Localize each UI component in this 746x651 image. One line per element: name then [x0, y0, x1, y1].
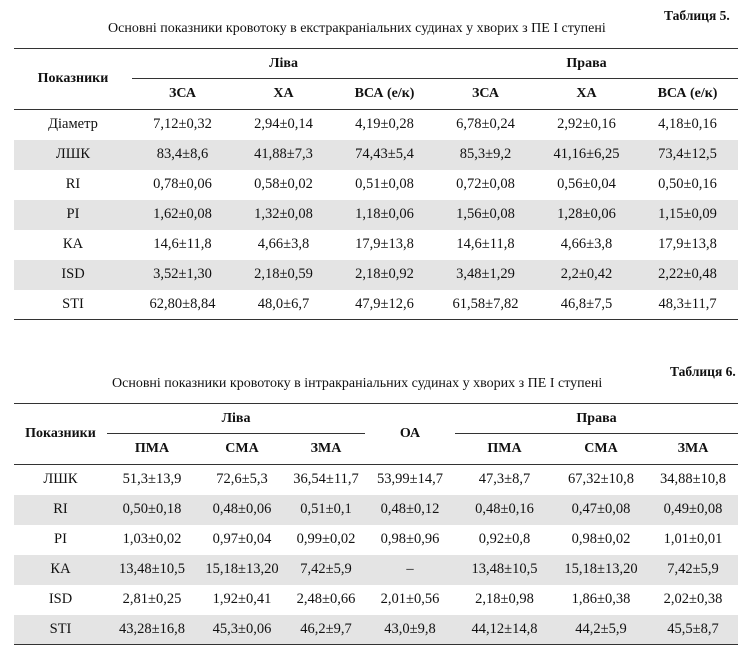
table-row [14, 615, 738, 645]
table-row [14, 110, 738, 140]
table-row [14, 170, 738, 200]
table-cell: 0,50±0,18 [107, 495, 197, 525]
row-label: RI [14, 495, 107, 525]
table-cell: 53,99±14,7 [365, 465, 455, 495]
table5-col-header: ВСА (е/к) [334, 79, 435, 110]
table-cell: 7,42±5,9 [287, 555, 365, 585]
table5-group-right: Права [435, 49, 738, 79]
table-cell: 0,97±0,04 [212, 531, 272, 547]
row-label: КА [14, 555, 107, 585]
table-cell: 0,98±0,02 [571, 531, 631, 547]
table-cell: 0,56±0,04 [557, 176, 616, 192]
row-label: Діаметр [14, 110, 132, 140]
table-row [14, 140, 738, 170]
table-cell: 1,62±0,08 [132, 200, 233, 230]
table-cell: 0,48±0,06 [197, 495, 287, 525]
table-cell: 15,18±13,20 [197, 555, 287, 585]
table-cell: 2,18±0,59 [233, 260, 334, 290]
table-cell: 45,5±8,7 [648, 615, 738, 645]
table-cell: 3,52±1,30 [132, 260, 233, 290]
table-cell: 1,92±0,41 [212, 591, 272, 607]
table-cell: 47,3±8,7 [455, 465, 554, 495]
table-cell: 1,32±0,08 [233, 200, 334, 230]
table-cell: 1,28±0,06 [536, 200, 637, 230]
table-cell: 0,58±0,02 [254, 176, 313, 192]
table-cell: 0,78±0,06 [153, 176, 212, 192]
table-cell: 41,88±7,3 [233, 140, 334, 170]
table-cell: 83,4±8,6 [132, 140, 233, 170]
table-row [14, 290, 738, 320]
table-cell: 0,72±0,08 [456, 176, 515, 192]
table-cell: 85,3±9,2 [435, 140, 536, 170]
table-row [14, 585, 738, 615]
table-cell: 44,12±14,8 [455, 615, 554, 645]
table-cell: 43,0±9,8 [365, 615, 455, 645]
table-row [14, 495, 738, 525]
row-label: ЛШК [14, 140, 132, 170]
table-cell: 74,43±5,4 [334, 140, 435, 170]
table-cell: 51,3±13,9 [107, 465, 197, 495]
table-cell: 0,99±0,02 [296, 531, 356, 547]
table-cell: 45,3±0,06 [197, 615, 287, 645]
row-label: ISD [14, 260, 132, 290]
table-cell: 17,9±13,8 [355, 236, 414, 252]
table-cell: 1,56±0,08 [435, 200, 536, 230]
table-cell: 36,54±11,7 [287, 465, 365, 495]
table-cell: 13,48±10,5 [455, 555, 554, 585]
table-cell: 2,18±0,92 [334, 260, 435, 290]
table5-col-header: ХА [233, 79, 334, 110]
table-cell: 48,3±11,7 [637, 290, 738, 320]
table-cell: 4,19±0,28 [334, 110, 435, 140]
row-label: ЛШК [14, 465, 107, 495]
row-label: STI [14, 615, 107, 645]
table-cell: 0,48±0,16 [455, 495, 554, 525]
row-label: ISD [48, 591, 73, 607]
table-row [14, 230, 738, 260]
table-cell: 1,18±0,06 [334, 200, 435, 230]
table-cell: 46,2±9,7 [287, 615, 365, 645]
table6-col-header: ПМА [107, 434, 197, 465]
table-cell: 62,80±8,84 [132, 290, 233, 320]
table5 [14, 48, 738, 320]
table-cell: 1,01±0,01 [663, 531, 723, 547]
table-cell: 4,66±3,8 [560, 236, 613, 252]
table-cell: 72,6±5,3 [197, 465, 287, 495]
table-cell: 46,8±7,5 [536, 290, 637, 320]
table-cell: 17,9±13,8 [658, 236, 717, 252]
table-row [14, 555, 738, 585]
table-cell: 2,94±0,14 [233, 110, 334, 140]
table-cell: 67,32±10,8 [554, 465, 648, 495]
table-cell: 14,6±11,8 [153, 236, 212, 252]
table6-label: Таблиця 6. [670, 364, 736, 379]
row-label: PI [54, 531, 67, 547]
table-cell: 3,48±1,29 [435, 260, 536, 290]
table-row [14, 260, 738, 290]
table-cell: 13,48±10,5 [107, 555, 197, 585]
row-label: КА [62, 236, 84, 252]
table5-row-header: Показники [14, 49, 132, 110]
table-cell: 6,78±0,24 [435, 110, 536, 140]
table-cell: 2,2±0,42 [536, 260, 637, 290]
table6-row-header: Показники [14, 404, 107, 465]
table-cell: 61,58±7,82 [435, 290, 536, 320]
table5-col-header: ЗСА [435, 79, 536, 110]
table5-label: Таблиця 5. [664, 8, 730, 23]
table-cell: 2,02±0,38 [663, 591, 723, 607]
row-label: PI [14, 200, 132, 230]
table-row [14, 465, 738, 495]
table-cell: 0,92±0,8 [478, 531, 531, 547]
table6-col-header: ЗМА [648, 434, 738, 465]
table6-group-oa: ОА [365, 404, 455, 465]
table-cell: 2,92±0,16 [536, 110, 637, 140]
table-cell: 4,66±3,8 [257, 236, 310, 252]
table-cell: 0,48±0,12 [365, 495, 455, 525]
table-cell: 2,81±0,25 [122, 591, 182, 607]
table6-group-right: Права [455, 404, 738, 434]
table-cell: 7,12±0,32 [132, 110, 233, 140]
table-cell: 41,16±6,25 [536, 140, 637, 170]
table-cell: 48,0±6,7 [233, 290, 334, 320]
table5-caption: Основні показники кровотоку в екстракраніальних судинах у хворих з ПЕ І ступені [108, 21, 606, 36]
table-cell: 2,48±0,66 [296, 591, 356, 607]
table-cell: 47,9±12,6 [334, 290, 435, 320]
table-cell: 0,50±0,16 [658, 176, 717, 192]
table6-col-header: СМА [197, 434, 287, 465]
row-label: STI [14, 290, 132, 320]
table5-col-header: ЗСА [132, 79, 233, 110]
table-cell: 2,01±0,56 [380, 591, 440, 607]
table-cell: – [365, 555, 455, 585]
table-cell: 1,15±0,09 [637, 200, 738, 230]
table-cell: 0,51±0,08 [355, 176, 414, 192]
table-cell: 0,51±0,1 [287, 495, 365, 525]
table-cell: 4,18±0,16 [637, 110, 738, 140]
table5-col-header: ХА [536, 79, 637, 110]
table6-col-header: СМА [554, 434, 648, 465]
table6-caption: Основні показники кровотоку в інтракраніальних судинах у хворих з ПЕ І ступені [112, 376, 603, 391]
table-cell: 0,98±0,96 [380, 531, 440, 547]
table-cell: 2,22±0,48 [637, 260, 738, 290]
table5-col-header: ВСА (е/к) [637, 79, 738, 110]
table-cell: 44,2±5,9 [554, 615, 648, 645]
table-row [14, 525, 738, 555]
table-cell: 0,47±0,08 [554, 495, 648, 525]
table-cell: 1,03±0,02 [122, 531, 182, 547]
table-cell: 0,49±0,08 [648, 495, 738, 525]
row-label: RI [65, 176, 81, 192]
table6-group-left: Ліва [107, 404, 365, 434]
table-cell: 14,6±11,8 [456, 236, 515, 252]
table5-group-left: Ліва [132, 49, 435, 79]
table-cell: 34,88±10,8 [648, 465, 738, 495]
table6-col-header: ЗМА [287, 434, 365, 465]
table-cell: 43,28±16,8 [107, 615, 197, 645]
table6 [14, 403, 738, 645]
table-row [14, 200, 738, 230]
table6-col-header: ПМА [455, 434, 554, 465]
table-cell: 2,18±0,98 [475, 591, 534, 607]
table-cell: 1,86±0,38 [571, 591, 631, 607]
table-cell: 15,18±13,20 [554, 555, 648, 585]
table-cell: 73,4±12,5 [637, 140, 738, 170]
table-cell: 7,42±5,9 [648, 555, 738, 585]
